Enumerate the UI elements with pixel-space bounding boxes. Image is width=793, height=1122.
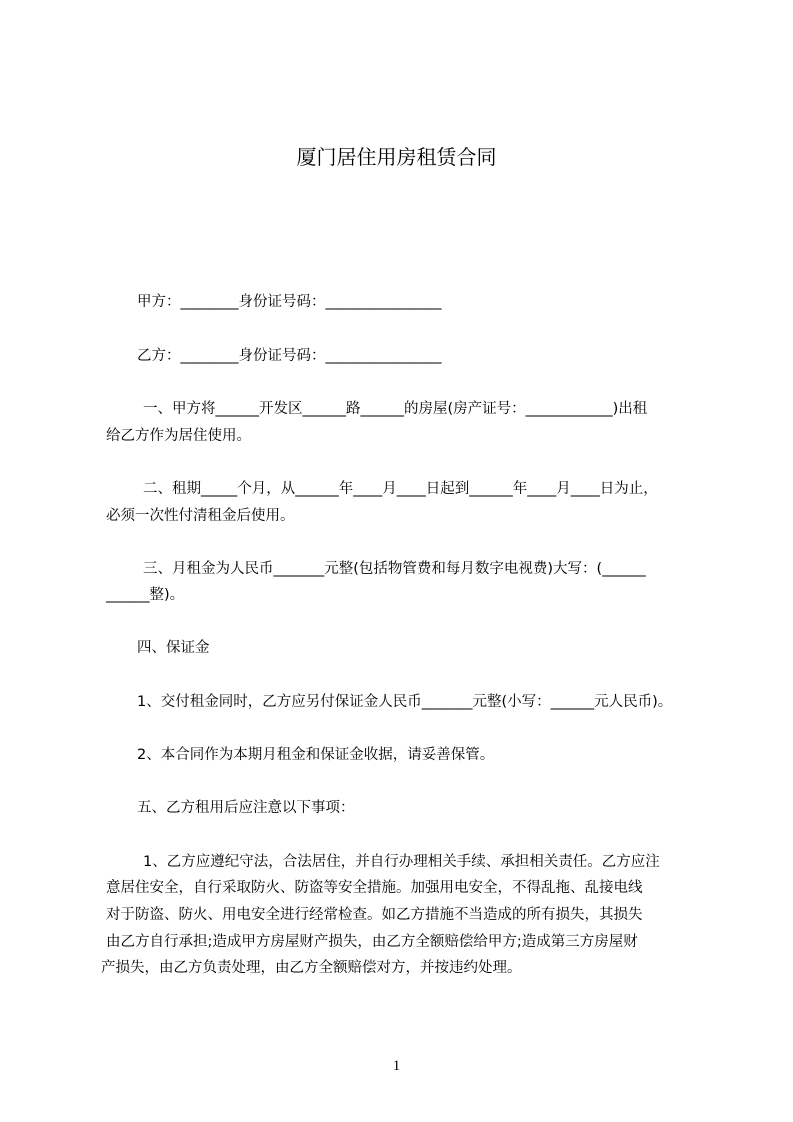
page-number: 1 bbox=[392, 1058, 401, 1074]
clause-5-item-1-line-5: 产损失，由乙方负责处理，由乙方全额赔偿对方，并按违约处理。 bbox=[101, 960, 522, 976]
page-title: 厦门居住用房租赁合同 bbox=[296, 145, 497, 169]
clause-3-line-2: ______整)。 bbox=[106, 587, 185, 603]
clause-5-item-1-line-1: 1、乙方应遵纪守法，合法居住，并自行办理相关手续、承担相关责任。乙方应注 bbox=[143, 854, 660, 870]
clause-1-line-2: 给乙方作为居住使用。 bbox=[106, 428, 251, 444]
clause-5-heading: 五、乙方租用后应注意以下事项： bbox=[137, 800, 355, 816]
clause-4-heading: 四、保证金 bbox=[137, 640, 210, 656]
party-a-line: 甲方：________身份证号码：________________ bbox=[137, 294, 442, 310]
clause-5-item-1-line-4: 由乙方自行承担;造成甲方房屋财产损失，由乙方全额赔偿给甲方;造成第三方房屋财 bbox=[106, 934, 638, 950]
clause-3-line-1: 三、月租金为人民币_______元整(包括物管费和每月数字电视费)大写：(______ bbox=[143, 561, 646, 577]
party-b-line: 乙方：________身份证号码：________________ bbox=[137, 348, 442, 364]
clause-4-item-1: 1、交付租金同时，乙方应另付保证金人民币_______元整(小写：______元人民币)。 bbox=[137, 694, 673, 710]
clause-5-item-1-line-3: 对于防盗、防火、用电安全进行经常检查。如乙方措施不当造成的所有损失，其损失 bbox=[106, 907, 643, 923]
clause-1-line-1: 一、甲方将______开发区______路______的房屋(房产证号：____________)出租 bbox=[143, 401, 648, 417]
clause-5-item-1-line-2: 意居住安全，自行采取防火、防盗等安全措施。加强用电安全，不得乱拖、乱接电线 bbox=[106, 880, 643, 896]
clause-2-line-2: 必须一次性付清租金后使用。 bbox=[106, 508, 295, 524]
clause-4-item-2: 2、本合同作为本期月租金和保证金收据，请妥善保管。 bbox=[137, 747, 495, 763]
clause-2-line-1: 二、租期_____个月，从______年____月____日起到______年____月____日为止， bbox=[143, 481, 658, 497]
